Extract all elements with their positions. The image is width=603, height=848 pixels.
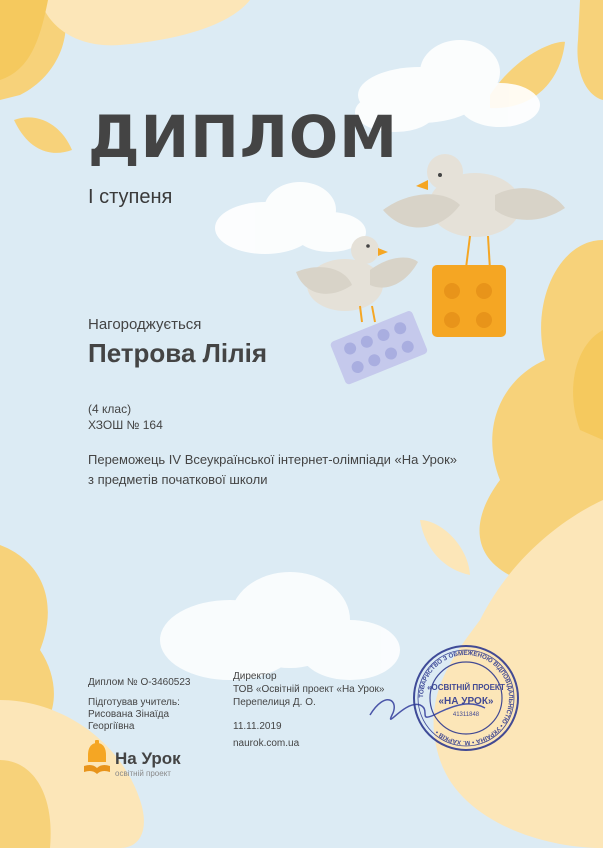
bell-icon [82, 740, 112, 776]
company-name: ТОВ «Освітній проект «На Урок» [233, 684, 385, 695]
svg-text:ТОВАРИСТВО З ОБМЕЖЕНОЮ ВІДПОВІ: ТОВАРИСТВО З ОБМЕЖЕНОЮ ВІДПОВІДАЛЬНІСТЮ • УКРАЇНА • М. ХАРКІВ • [417, 649, 515, 747]
website: naurok.com.ua [233, 738, 300, 749]
brand-name: На Урок [115, 749, 181, 768]
awarded-label: Нагороджується [88, 316, 202, 333]
diploma-title: ДИПЛОМ [88, 103, 398, 171]
svg-text:«НА УРОК»: «НА УРОК» [438, 696, 494, 707]
diploma-degree: I ступеня [88, 186, 173, 208]
teacher-name-line-2: Георгіївна [88, 721, 135, 732]
toy-block-icon [330, 310, 429, 386]
recipient-school: ХЗОШ № 164 [88, 418, 163, 432]
svg-text:41311848: 41311848 [452, 712, 480, 718]
recipient-name: Петрова Лілія [88, 338, 268, 368]
director-name: Перепелиця Д. О. [233, 697, 316, 708]
issue-date: 11.11.2019 [233, 721, 282, 732]
diploma-number: Диплом № О-3460523 [88, 677, 191, 688]
toy-block-icon [432, 265, 506, 337]
achievement-line-1: Переможець IV Всеукраїнської інтернет-олімпіади «На Урок» [88, 452, 458, 467]
stamp [414, 646, 518, 750]
prepared-label: Підготував учитель: [88, 697, 180, 708]
leaf-icon [14, 117, 72, 153]
director-label: Директор [233, 671, 277, 682]
achievement-line-2: з предметів початкової школи [88, 472, 268, 487]
brand-tagline: освітній проект [115, 769, 171, 778]
svg-text:«ОСВІТНІЙ ПРОЕКТ: «ОСВІТНІЙ ПРОЕКТ [427, 683, 505, 692]
teacher-name-line-1: Рисована Зінаїда [88, 709, 170, 720]
bird-icon [383, 154, 565, 270]
recipient-class: (4 клас) [88, 402, 132, 416]
